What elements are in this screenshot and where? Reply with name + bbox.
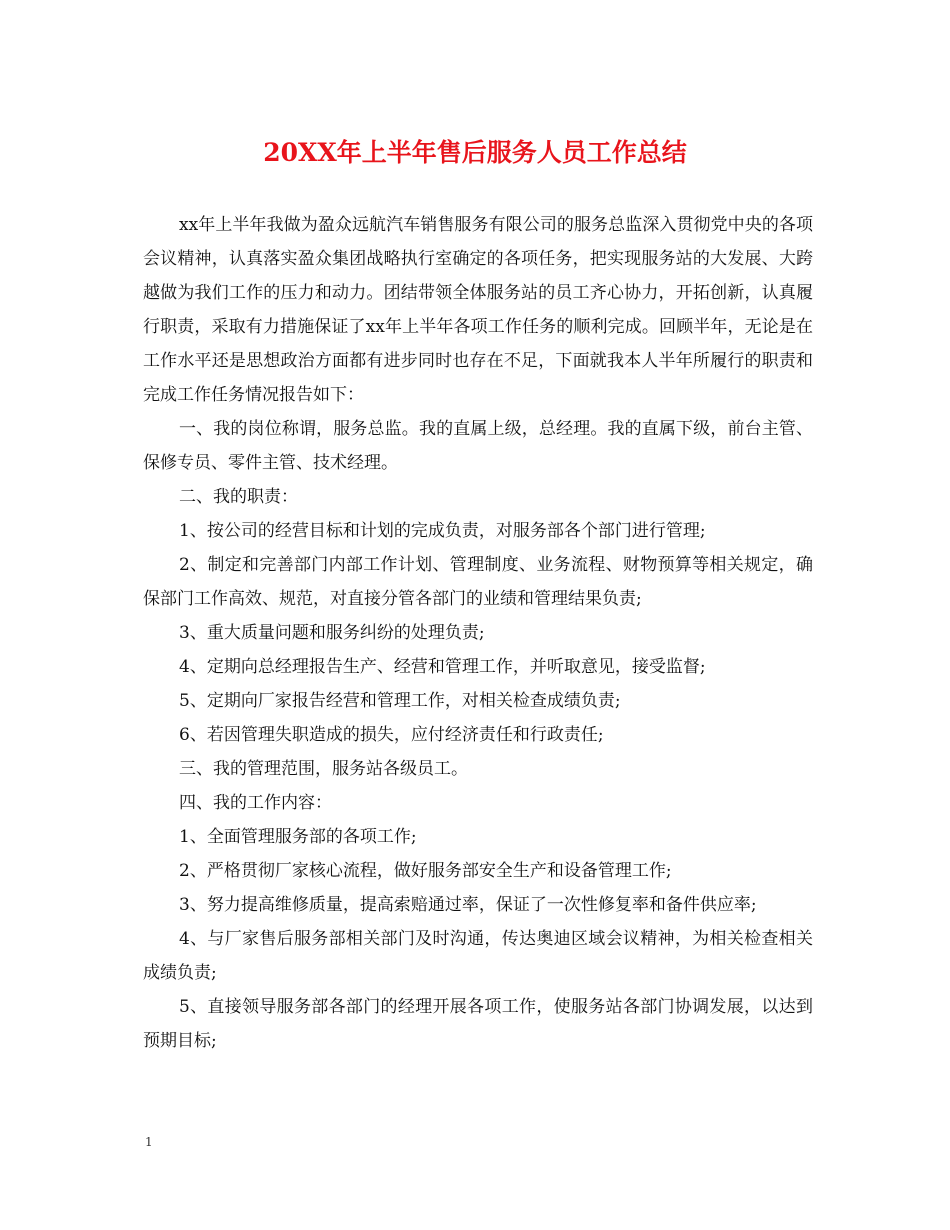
work-item: 2、严格贯彻厂家核心流程，做好服务部安全生产和设备管理工作; — [179, 861, 672, 881]
document-title: 20XX年上半年售后服务人员工作总结 — [263, 138, 687, 167]
paragraph-intro: xx年上半年我做为盈众远航汽车销售服务有限公司的服务总监深入贯彻党中央的各项会议精神，认真落实盈众集团战略执行室确定的各项任务，把实现服务站的大发展、大跨越做为我们工作的压力和动力。团结带领全体服务站的员工齐心协力，开拓创新，认真履行职责，采取有力措施保证了xx年上半年各项工作任务的顺利完成。回顾半年，无论是在工作水平还是思想政治方面都有进步同时也存在不足，下面就我本人半年所履行的职责和完成工作任务情况报告如下： — [143, 215, 813, 405]
page-number: 1 — [145, 1135, 153, 1149]
work-item: 3、努力提高维修质量，提高索赔通过率，保证了一次性修复率和备件供应率; — [179, 895, 757, 915]
paragraph-position: 一、我的岗位称谓，服务总监。我的直属上级，总经理。我的直属下级，前台主管、保修专员、零件主管、技术经理。 — [143, 419, 813, 473]
heading-scope: 三、我的管理范围，服务站各级员工。 — [179, 759, 468, 779]
duty-item: 4、定期向总经理报告生产、经营和管理工作，并听取意见，接受监督; — [179, 657, 706, 677]
work-item: 4、与厂家售后服务部相关部门及时沟通，传达奥迪区域会议精神，为相关检查相关成绩负责; — [143, 929, 813, 983]
heading-duties: 二、我的职责： — [179, 487, 298, 507]
duty-item: 5、定期向厂家报告经营和管理工作，对相关检查成绩负责; — [179, 691, 621, 711]
work-item: 5、直接领导服务部各部门的经理开展各项工作，使服务站各部门协调发展，以达到预期目标; — [143, 997, 813, 1051]
duty-item: 2、制定和完善部门内部工作计划、管理制度、业务流程、财物预算等相关规定，确保部门工作高效、规范，对直接分管各部门的业绩和管理结果负责; — [143, 555, 813, 609]
document-body — [143, 208, 813, 1058]
duty-item: 6、若因管理失职造成的损失，应付经济责任和行政责任; — [179, 725, 604, 745]
work-item: 1、全面管理服务部的各项工作; — [179, 827, 417, 847]
duty-item: 1、按公司的经营目标和计划的完成负责，对服务部各个部门进行管理; — [179, 521, 706, 541]
heading-work-content: 四、我的工作内容： — [179, 793, 332, 813]
duty-item: 3、重大质量问题和服务纠纷的处理负责; — [179, 623, 485, 643]
